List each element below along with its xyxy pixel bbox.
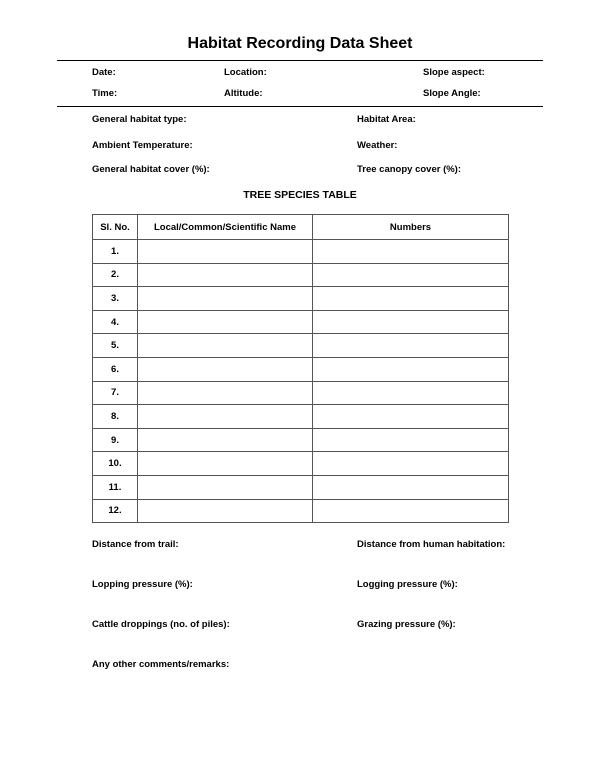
logging-pressure-label: Logging pressure (%):: [357, 579, 458, 590]
serial-no-cell: 1.: [93, 240, 138, 264]
column-header-name: Local/Common/Scientific Name: [138, 215, 313, 240]
name-cell[interactable]: [138, 381, 313, 405]
name-cell[interactable]: [138, 428, 313, 452]
general-habitat-type-label: General habitat type:: [92, 114, 187, 125]
serial-no-cell: 3.: [93, 287, 138, 311]
ambient-temperature-label: Ambient Temperature:: [92, 140, 193, 151]
tree-species-table: [92, 214, 509, 523]
numbers-cell[interactable]: [313, 381, 509, 405]
distance-from-trail-label: Distance from trail:: [92, 539, 179, 550]
table-row: [93, 381, 509, 405]
serial-no-cell: 4.: [93, 310, 138, 334]
numbers-cell[interactable]: [313, 287, 509, 311]
numbers-cell[interactable]: [313, 405, 509, 429]
table-row: [93, 334, 509, 358]
tree-species-table-title: TREE SPECIES TABLE: [243, 189, 357, 201]
name-cell[interactable]: [138, 499, 313, 523]
table-row: [93, 263, 509, 287]
lopping-pressure-label: Lopping pressure (%):: [92, 579, 193, 590]
numbers-cell[interactable]: [313, 334, 509, 358]
name-cell[interactable]: [138, 452, 313, 476]
page-title: Habitat Recording Data Sheet: [187, 35, 413, 52]
table-row: [93, 405, 509, 429]
numbers-cell[interactable]: [313, 240, 509, 264]
numbers-cell[interactable]: [313, 263, 509, 287]
name-cell[interactable]: [138, 357, 313, 381]
serial-no-cell: 8.: [93, 405, 138, 429]
serial-no-cell: 12.: [93, 499, 138, 523]
tree-canopy-cover-label: Tree canopy cover (%):: [357, 164, 462, 175]
table-row: [93, 452, 509, 476]
table-row: [93, 428, 509, 452]
altitude-label: Altitude:: [224, 88, 263, 99]
slope-angle-label: Slope Angle:: [423, 88, 481, 99]
time-label: Time:: [92, 88, 118, 99]
table-row: [93, 287, 509, 311]
numbers-cell[interactable]: [313, 428, 509, 452]
weather-label: Weather:: [357, 140, 398, 151]
date-label: Date:: [92, 67, 116, 78]
cattle-droppings-label: Cattle droppings (no. of piles):: [92, 619, 230, 630]
name-cell[interactable]: [138, 287, 313, 311]
name-cell[interactable]: [138, 310, 313, 334]
header-divider: [57, 106, 543, 107]
name-cell[interactable]: [138, 405, 313, 429]
slope-aspect-label: Slope aspect:: [423, 67, 485, 78]
numbers-cell[interactable]: [313, 357, 509, 381]
table-row: [93, 310, 509, 334]
habitat-area-label: Habitat Area:: [357, 114, 416, 125]
serial-no-cell: 2.: [93, 263, 138, 287]
table-row: [93, 357, 509, 381]
serial-no-cell: 10.: [93, 452, 138, 476]
serial-no-cell: 6.: [93, 357, 138, 381]
name-cell[interactable]: [138, 263, 313, 287]
serial-no-cell: 11.: [93, 475, 138, 499]
general-habitat-cover-label: General habitat cover (%):: [92, 164, 210, 175]
other-comments-label: Any other comments/remarks:: [92, 659, 230, 670]
table-row: [93, 475, 509, 499]
distance-from-human-habitation-label: Distance from human habitation:: [357, 539, 506, 550]
location-label: Location:: [224, 67, 267, 78]
numbers-cell[interactable]: [313, 310, 509, 334]
serial-no-cell: 5.: [93, 334, 138, 358]
numbers-cell[interactable]: [313, 452, 509, 476]
numbers-cell[interactable]: [313, 475, 509, 499]
serial-no-cell: 7.: [93, 381, 138, 405]
column-header-serial-no: Sl. No.: [93, 215, 138, 240]
table-header-row: [93, 215, 509, 240]
grazing-pressure-label: Grazing pressure (%):: [357, 619, 456, 630]
serial-no-cell: 9.: [93, 428, 138, 452]
table-row: [93, 240, 509, 264]
table-row: [93, 499, 509, 523]
name-cell[interactable]: [138, 475, 313, 499]
name-cell[interactable]: [138, 334, 313, 358]
name-cell[interactable]: [138, 240, 313, 264]
column-header-numbers: Numbers: [313, 215, 509, 240]
top-divider: [57, 60, 543, 61]
numbers-cell[interactable]: [313, 499, 509, 523]
